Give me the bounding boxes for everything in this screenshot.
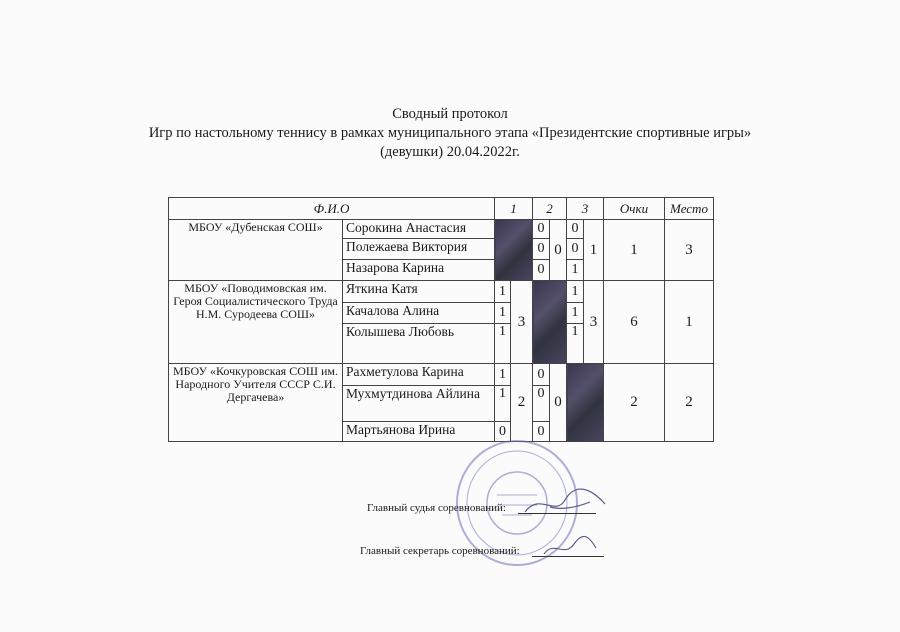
col-place: Место <box>665 198 714 220</box>
score-cell: 0 <box>533 260 550 281</box>
score-total: 3 <box>584 281 604 364</box>
points-cell: 6 <box>604 281 665 364</box>
judge-label: Главный судья соревнований: <box>367 502 506 514</box>
player-name: Мухмутдинова Айлина <box>343 386 495 422</box>
school-name: МБОУ «Кочкуровская СОШ им. Народного Учителя СССР С.И. Дергачева» <box>169 364 343 442</box>
score-cell: 1 <box>495 281 511 303</box>
score-cell: 1 <box>495 364 511 386</box>
score-cell: 0 <box>567 239 584 260</box>
score-cell: 0 <box>533 422 550 442</box>
score-total: 3 <box>511 281 533 364</box>
score-cell: 0 <box>567 220 584 239</box>
player-name: Яткина Катя <box>343 281 495 303</box>
score-cell: 0 <box>533 239 550 260</box>
score-total: 0 <box>550 364 567 442</box>
place-cell: 1 <box>665 281 714 364</box>
score-total: 2 <box>511 364 533 442</box>
place-cell: 2 <box>665 364 714 442</box>
points-cell: 2 <box>604 364 665 442</box>
secretary-signature-icon <box>540 532 600 562</box>
score-cell: 1 <box>495 303 511 324</box>
player-name: Мартьянова Ирина <box>343 422 495 442</box>
score-cell: 0 <box>533 386 550 422</box>
player-name: Полежаева Виктория <box>343 239 495 260</box>
col-3: 3 <box>567 198 604 220</box>
score-cell: 0 <box>533 364 550 386</box>
col-2: 2 <box>533 198 567 220</box>
self-cell <box>495 220 533 281</box>
player-name: Рахметулова Карина <box>343 364 495 386</box>
score-cell: 1 <box>567 303 584 324</box>
score-cell: 1 <box>495 386 511 422</box>
col-1: 1 <box>495 198 533 220</box>
table-row <box>169 220 767 239</box>
results-table <box>168 197 767 442</box>
player-name: Сорокина Анастасия <box>343 220 495 239</box>
score-cell: 0 <box>495 422 511 442</box>
score-cell: 1 <box>567 324 584 364</box>
school-name: МБОУ «Дубенская СОШ» <box>169 220 343 281</box>
player-name: Назарова Карина <box>343 260 495 281</box>
judge-signature-icon <box>520 482 610 522</box>
score-total: 1 <box>584 220 604 281</box>
score-cell: 1 <box>495 324 511 364</box>
table-row <box>169 281 767 303</box>
place-cell: 3 <box>665 220 714 281</box>
table-row <box>169 364 767 386</box>
doc-date: (девушки) 20.04.2022г. <box>380 144 520 160</box>
score-cell: 1 <box>567 260 584 281</box>
col-fio: Ф.И.О <box>169 198 495 220</box>
doc-subtitle: Игр по настольному теннису в рамках муниципального этапа «Президентские спортивные игры» <box>148 125 752 141</box>
player-name: Качалова Алина <box>343 303 495 324</box>
score-total: 0 <box>550 220 567 281</box>
school-name: МБОУ «Поводимовская им. Героя Социалистического Труда Н.М. Суродеева СОШ» <box>169 281 343 364</box>
self-cell <box>533 281 567 364</box>
score-cell: 1 <box>567 281 584 303</box>
player-name: Колышева Любовь <box>343 324 495 364</box>
col-points: Очки <box>604 198 665 220</box>
score-cell: 0 <box>533 220 550 239</box>
doc-title: Сводный протокол <box>392 106 508 122</box>
header-row <box>169 198 767 220</box>
self-cell <box>567 364 604 442</box>
secretary-label: Главный секретарь соревнований: <box>360 545 520 557</box>
points-cell: 1 <box>604 220 665 281</box>
